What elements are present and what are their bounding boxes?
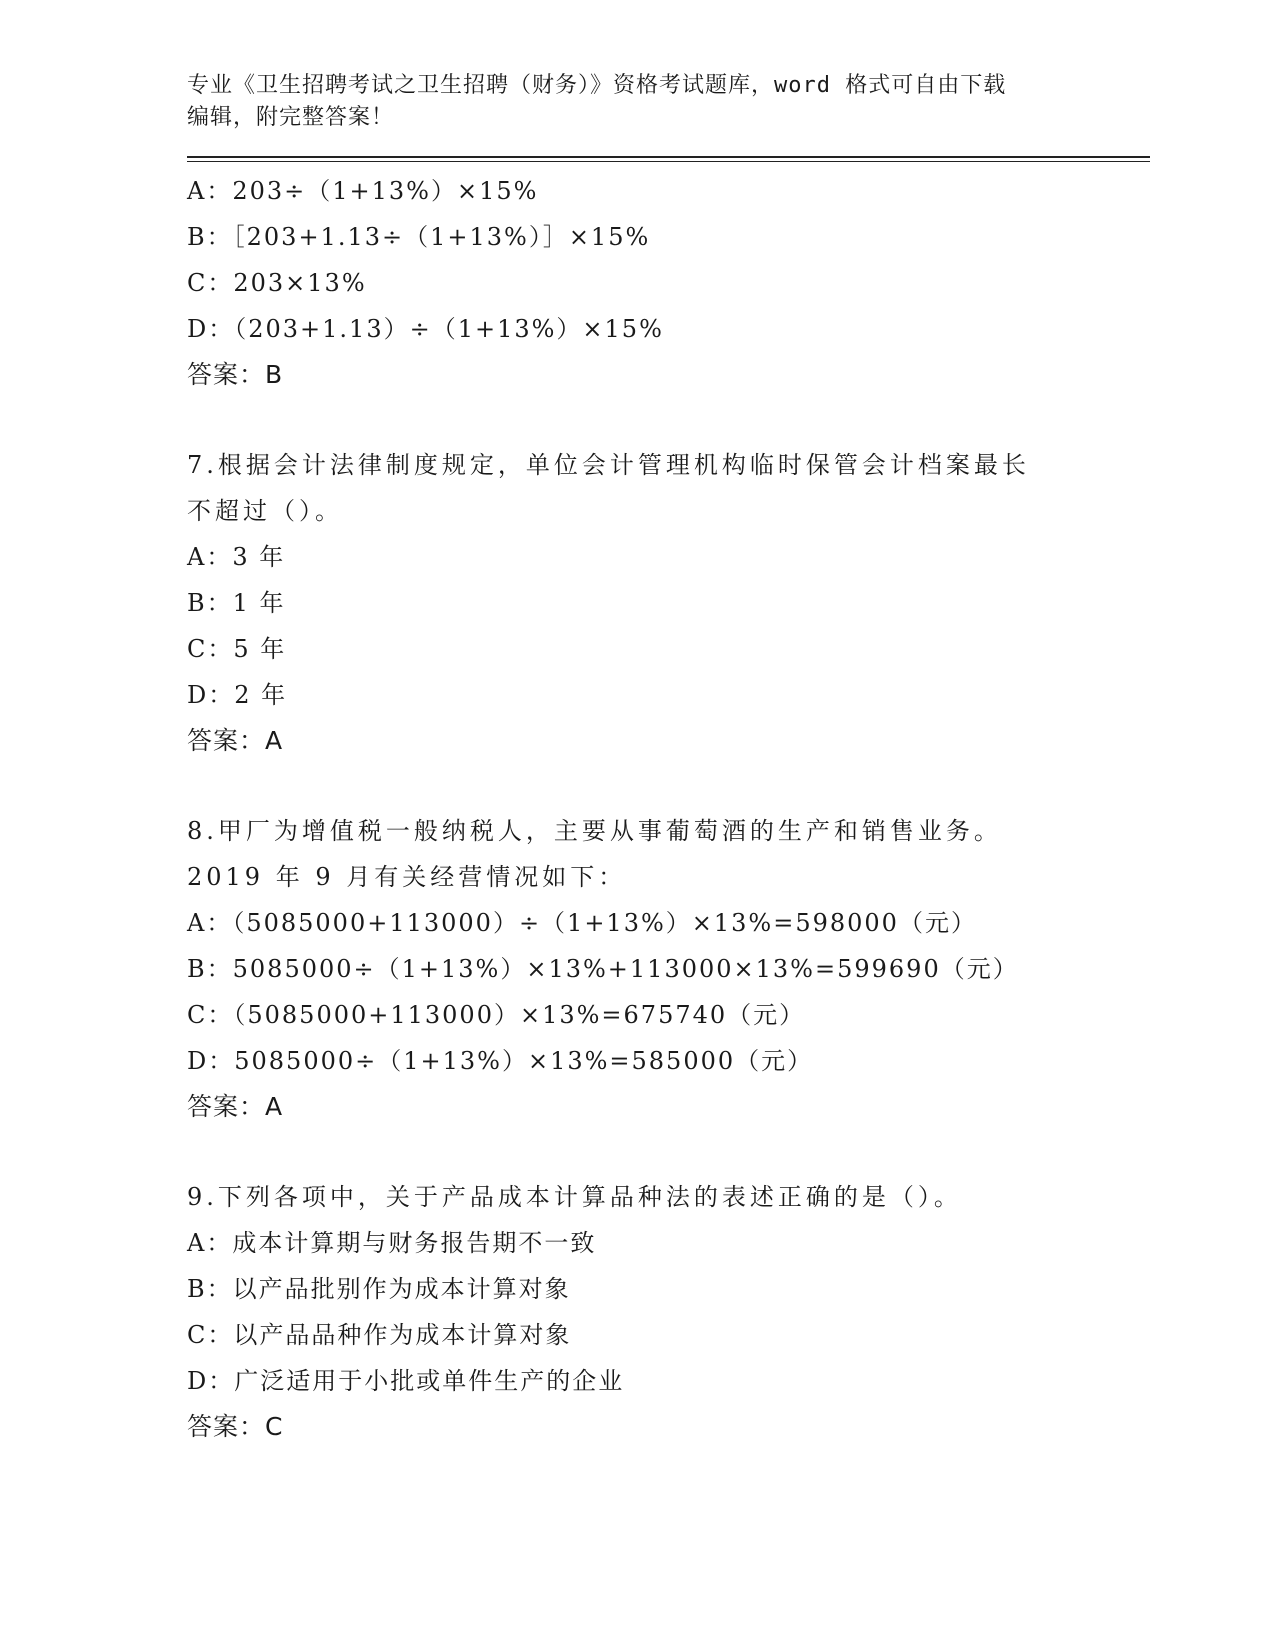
question-9 [187,1174,1147,1450]
option-b: B：以产品批别作为成本计算对象 [187,1275,571,1303]
option-d: D：5085000÷（1+13%）×13%=585000（元） [187,1047,814,1075]
option-a: A：203÷（1+13%）×15% [187,177,539,205]
spacer [187,1130,1147,1174]
option-c: C：（5085000+113000）×13%=675740（元） [187,1001,806,1029]
stem-line-2: 不超过（）。 [187,497,343,525]
option-d: D：广泛适用于小批或单件生产的企业 [187,1367,625,1395]
option-c: C：5 年 [187,635,287,663]
answer: 答案：B [187,360,284,389]
spacer [187,398,1147,442]
option-c: C：以产品品种作为成本计算对象 [187,1321,572,1349]
stem-line-1: 9.下列各项中，关于产品成本计算品种法的表述正确的是（）。 [187,1183,962,1211]
header-rule-thin [187,161,1150,162]
spacer [187,764,1147,808]
stem-line-2: 2019 年 9 月有关经营情况如下： [187,863,627,891]
option-d: D：（203+1.13）÷（1+13%）×15% [187,315,664,343]
option-d: D：2 年 [187,681,288,709]
option-b: B：1 年 [187,589,286,617]
question-stem [187,808,1067,900]
option-b: B：5085000÷（1+13%）×13%+113000×13%=599690（元） [187,955,1019,983]
stem-line-1: 8.甲厂为增值税一般纳税人，主要从事葡萄酒的生产和销售业务。 [187,817,1002,845]
option-a: A：（5085000+113000）÷（1+13%）×13%=598000（元） [187,909,977,937]
header-line-1: 专业《卫生招聘考试之卫生招聘（财务）》资格考试题库，word 格式可自由下载 [187,73,1007,98]
answer: 答案：C [187,1412,284,1441]
document-page [187,70,1147,1450]
stem-line-1: 7.根据会计法律制度规定，单位会计管理机构临时保管会计档案最长 [187,451,1030,479]
question-8 [187,808,1147,1130]
question-7 [187,442,1147,764]
question-stem [187,1174,1067,1220]
header-rule-thick [187,156,1150,158]
header-line-2: 编辑，附完整答案！ [187,105,395,130]
answer: 答案：A [187,726,284,755]
option-b: B：［203+1.13÷（1+13%）］×15% [187,223,651,251]
option-a: A：3 年 [187,543,286,571]
option-a: A：成本计算期与财务报告期不一致 [187,1229,597,1257]
question-stem [187,442,1067,534]
document-header [187,70,1087,134]
answer: 答案：A [187,1092,284,1121]
option-c: C：203×13% [187,269,367,297]
question-6 [187,168,1147,398]
